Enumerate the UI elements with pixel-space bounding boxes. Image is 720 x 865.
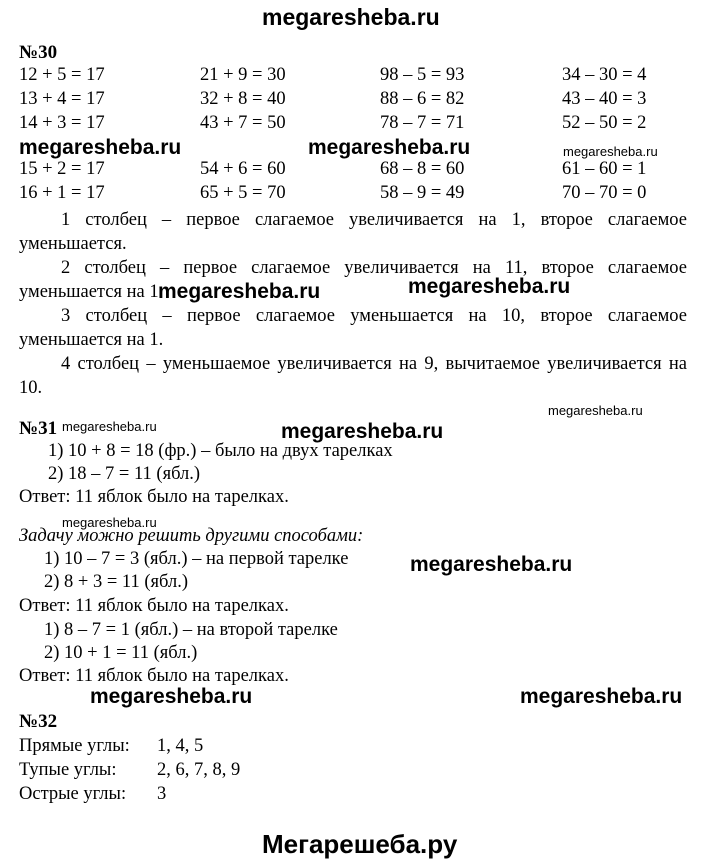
equation: 21 + 9 = 30 <box>200 65 286 85</box>
equation: 78 – 7 = 71 <box>380 113 465 133</box>
equation: 61 – 60 = 1 <box>562 159 647 179</box>
task-31-alt1-step-2: 2) 8 + 3 = 11 (ябл.) <box>44 572 188 592</box>
equation: 43 – 40 = 3 <box>562 89 647 109</box>
equation: 16 + 1 = 17 <box>19 183 105 203</box>
equation: 88 – 6 = 82 <box>380 89 465 109</box>
equation: 70 – 70 = 0 <box>562 183 647 203</box>
obtuse-angles-label: Тупые углы: <box>19 760 117 780</box>
task-31-answer-1: Ответ: 11 яблок было на тарелках. <box>19 487 289 507</box>
equation: 65 + 5 = 70 <box>200 183 286 203</box>
task-31-alt2-step-1: 1) 8 – 7 = 1 (ябл.) – на второй тарелке <box>44 620 338 640</box>
equation: 52 – 50 = 2 <box>562 113 647 133</box>
equation: 15 + 2 = 17 <box>19 159 105 179</box>
task-31-heading: №31 <box>19 418 58 439</box>
equation: 68 – 8 = 60 <box>380 159 465 179</box>
task-31-step-1: 1) 10 + 8 = 18 (фр.) – было на двух тарелках <box>48 441 393 461</box>
watermark: megaresheba.ru <box>281 420 444 443</box>
equation: 54 + 6 = 60 <box>200 159 286 179</box>
equation: 98 – 5 = 93 <box>380 65 465 85</box>
equation: 12 + 5 = 17 <box>19 65 105 85</box>
task-31-step-2: 2) 18 – 7 = 11 (ябл.) <box>48 464 201 484</box>
equation: 43 + 7 = 50 <box>200 113 286 133</box>
header-watermark: megaresheba.ru <box>262 4 440 30</box>
acute-angles-values: 3 <box>157 784 167 804</box>
equation: 58 – 9 = 49 <box>380 183 465 203</box>
watermark: megaresheba.ru <box>563 144 658 159</box>
task-30-note-3: 3 столбец – первое слагаемое уменьшается на 10, второе слагаемое уменьшается на 1. <box>19 306 687 350</box>
task-30-note-4: 4 столбец – уменьшаемое увеличивается на 9, вычитаемое увеличивается на 10. <box>19 354 687 398</box>
footer-watermark: Мегарешеба.ру <box>262 829 458 859</box>
task-31-answer-2: Ответ: 11 яблок было на тарелках. <box>19 596 289 616</box>
task-31-alt2-step-2: 2) 10 + 1 = 11 (ябл.) <box>44 643 198 663</box>
acute-angles-label: Острые углы: <box>19 784 127 804</box>
task-30-note-1: 1 столбец – первое слагаемое увеличивается на 1, второе слагаемое уменьшается. <box>19 210 687 254</box>
task-31-alt-intro: Задачу можно решить другими способами: <box>19 526 364 546</box>
watermark: megaresheba.ru <box>308 136 471 159</box>
equation: 34 – 30 = 4 <box>562 65 647 85</box>
right-angles-label: Прямые углы: <box>19 736 130 756</box>
watermark: megaresheba.ru <box>62 515 157 530</box>
obtuse-angles-values: 2, 6, 7, 8, 9 <box>157 760 241 780</box>
right-angles-values: 1, 4, 5 <box>157 736 204 756</box>
equation: 14 + 3 = 17 <box>19 113 105 133</box>
watermark: megaresheba.ru <box>408 275 571 298</box>
watermark: megaresheba.ru <box>520 685 683 708</box>
equation: 13 + 4 = 17 <box>19 89 105 109</box>
task-30-note-2: 2 столбец – первое слагаемое увеличивается на 11, второе слагаемое уменьшается на 1. <box>19 258 687 302</box>
task-31-answer-3: Ответ: 11 яблок было на тарелках. <box>19 666 289 686</box>
watermark: megaresheba.ru <box>62 419 157 434</box>
task-31-alt1-step-1: 1) 10 – 7 = 3 (ябл.) – на первой тарелке <box>44 549 349 569</box>
watermark: megaresheba.ru <box>19 136 182 159</box>
equation: 32 + 8 = 40 <box>200 89 286 109</box>
watermark: megaresheba.ru <box>410 553 573 576</box>
watermark: megaresheba.ru <box>90 685 253 708</box>
task-30-heading: №30 <box>19 42 58 63</box>
watermark: megaresheba.ru <box>548 403 643 418</box>
task-32-heading: №32 <box>19 711 58 732</box>
watermark: megaresheba.ru <box>158 280 321 303</box>
